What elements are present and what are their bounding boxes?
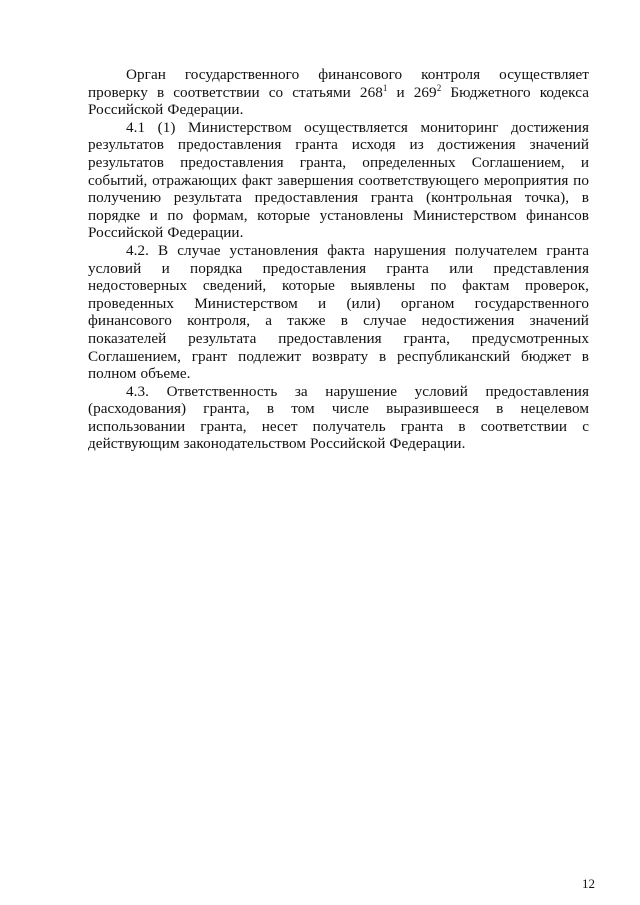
paragraph-text: Бюджетного кодекса Российской Федерации. <box>88 83 590 119</box>
paragraph-4-2: 4.2. В случае установления факта нарушения получателем гранта условий и порядка предоставления гранта или представления недостоверных сведений, которые выявлены по фактам проверок, проведенных Министерством и (или) органом государственного финансового контроля, а также в случае недостижения значений показателей результата предоставления гранта, предусмотренных Соглашением, грант подлежит возврату в республиканский бюджет в полном объеме. <box>88 241 589 383</box>
article-superscript: 1 <box>382 82 388 93</box>
page-number: 12 <box>582 876 595 891</box>
article-superscript: 2 <box>436 82 442 93</box>
paragraph-control-verification <box>88 66 589 119</box>
paragraph-4-3: 4.3. Ответственность за нарушение условий предоставления (расходования) гранта, в том числе выразившееся в нецелевом использовании гранта, несет получатель гранта в соответствии с действующим законодательством Российской Федерации. <box>88 382 589 453</box>
paragraph-4-1-1: 4.1 (1) Министерством осуществляется мониторинг достижения результатов предоставления гранта исходя из достижения значений результатов предоставления гранта, определенных Соглашением, и событий, отражающих факт завершения соответствующего мероприятия по получению результата предоставления гранта (контрольная точка), в порядке и по формам, которые установлены Министерством финансов Российской Федерации. <box>88 118 589 242</box>
document-body <box>88 66 589 453</box>
paragraph-text: и 269 <box>387 83 437 101</box>
paragraph-text: Орган государственного финансового контроля осуществляет проверку в соответствии со статьями 268 <box>88 66 589 101</box>
